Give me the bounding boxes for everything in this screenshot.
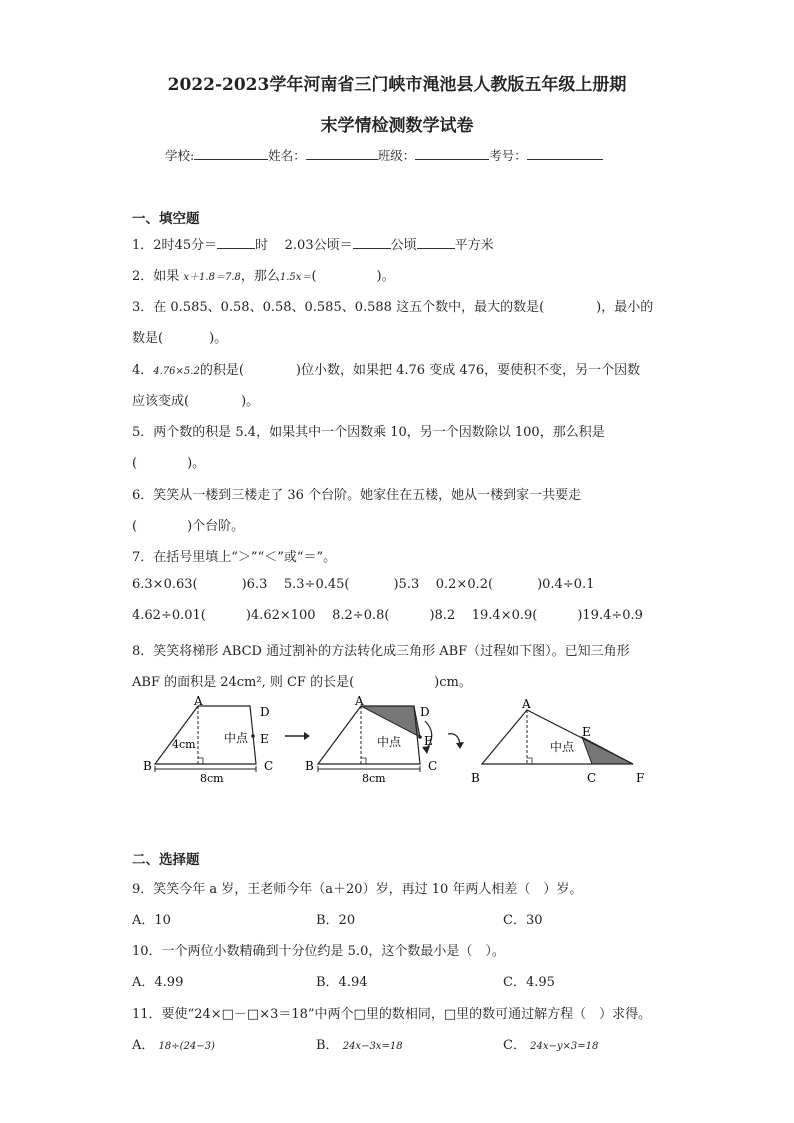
q3-text-a: 3．在 0.585、0.58̇、0.5̇8̇、0.5̇85̇、0.588 这五个数中，最大的数是(	[132, 300, 545, 315]
exam-title-line2: 末学情检测数学试卷	[320, 116, 474, 136]
q2-equation-1: x＋1.8＝7.8	[183, 272, 241, 283]
q1-text-a: 1．2时45分＝	[132, 238, 218, 253]
exam-title-line1: 2022-2023学年河南省三门峡市渑池县人教版五年级上册期	[167, 75, 627, 95]
q7-r1-item1-a: 6.3×0.63(	[132, 577, 198, 592]
q7-text-a: 7．在括号里填上“＞”“＜”或“＝”。	[132, 550, 337, 565]
question-9: 9．笑笑今年 a 岁，王老师今年（a＋20）岁，再过 10 年两人相差（ ）岁。	[132, 882, 583, 897]
q3-text-c: 数是(	[132, 331, 164, 346]
label-A-3: A	[522, 697, 531, 711]
question-6	[132, 484, 581, 503]
question-1	[132, 234, 494, 253]
q4-text-b: )位小数，如果把 4.76 变成 476，要使积不变，另一个因数	[295, 363, 641, 378]
q7-r2-item3-b: )19.4÷0.9	[577, 608, 643, 623]
section-heading-fill-in: 一、填空题	[132, 211, 200, 227]
label-C-1: C	[264, 759, 274, 773]
q1-text-d: 公顷	[390, 238, 417, 253]
q6-paren-open: (	[132, 519, 138, 534]
question-7-row-1	[132, 577, 594, 592]
q6-paren-close: )个台阶。	[187, 519, 245, 534]
question-5	[132, 421, 605, 440]
question-10: 10．一个两位小数精确到十分位约是 5.0，这个数最小是（ ）。	[132, 944, 505, 959]
exam-no-label: 考号：	[489, 148, 527, 163]
q3-text-d: )。	[209, 331, 228, 346]
label-C-3: C	[587, 771, 597, 785]
q7-r2-item2-b: )8.2	[429, 608, 456, 623]
q7-r1-item3-b: )0.4÷0.1	[537, 577, 595, 592]
q7-r2-item1-a: 4.62÷0.01(	[132, 608, 206, 623]
q8-text-a: 8．笑笑将梯形 ABCD 通过割补的方法转化成三角形 ABF（过程如下图）。已知三角形	[132, 644, 630, 659]
q1-text-c: 2.03公顷＝	[284, 238, 353, 253]
school-label: 学校:	[165, 148, 195, 163]
q4-text-d: )。	[241, 394, 260, 409]
q10-option-c[interactable]: C．4.95	[503, 975, 555, 990]
question-6-cont	[132, 515, 244, 534]
question-7	[132, 546, 336, 565]
q11-option-b-expr: 24x−3x=18	[342, 1041, 403, 1052]
label-base-1: 8cm	[200, 772, 224, 785]
q10-option-b[interactable]: B．4.94	[316, 975, 368, 990]
label-E-2: E	[424, 734, 433, 748]
label-midpoint-2: 中点	[377, 735, 402, 749]
question-11: 11．要使“24×□－□×3＝18”中两个□里的数相同，□里的数可通过解方程（ ）求得。	[132, 1007, 652, 1022]
school-blank[interactable]	[194, 147, 268, 160]
label-F-3: F	[636, 771, 645, 785]
q7-r1-item2-b: )5.3	[393, 577, 420, 592]
class-label: 班级：	[377, 148, 416, 163]
question-4: 4．4.76×5.2的积是( )位小数，如果把 4.76 变成 476，要使积不变，另一个因数	[132, 363, 641, 378]
q1-blank-2[interactable]	[353, 236, 391, 249]
arrow-right-icon	[285, 732, 310, 740]
label-D-1: D	[260, 705, 270, 719]
q4-text-c: 应该变成(	[132, 394, 190, 409]
label-midpoint-3: 中点	[550, 740, 575, 754]
q2-text-a: 2．如果	[132, 269, 180, 284]
q3-text-b: )，最小的	[596, 300, 654, 315]
question-8	[132, 640, 630, 659]
q5-paren-close: )。	[187, 456, 206, 471]
q11-option-c-label: C．	[503, 1038, 526, 1053]
q7-r2-item2-a: 8.2÷0.8(	[332, 608, 390, 623]
figure-triangle-ABF	[471, 697, 644, 785]
q1-text-b: 时	[255, 238, 269, 253]
q11-option-b[interactable]	[316, 1034, 403, 1053]
q11-option-a-expr: 18÷(24−3)	[158, 1041, 215, 1052]
label-midpoint-1: 中点	[224, 731, 249, 745]
q7-r1-item2-a: 5.3÷0.45(	[283, 577, 350, 592]
q1-blank-3[interactable]	[417, 236, 455, 249]
section-heading-multiple-choice: 二、选择题	[132, 852, 200, 868]
question-5-cont	[132, 452, 205, 471]
label-E-3: E	[582, 725, 591, 739]
q10-option-a[interactable]: A．4.99	[132, 975, 184, 990]
q7-r2-item1-b: )4.62×100	[245, 608, 316, 623]
q5-paren-open: (	[132, 456, 138, 471]
q2-equation-2: 1.5x＝	[279, 272, 312, 283]
question-8-cont	[132, 671, 472, 690]
figure-trapezoid-shaded	[305, 696, 437, 785]
q11-option-c[interactable]	[503, 1034, 598, 1053]
label-B-3: B	[471, 771, 480, 785]
q11-option-b-label: B．	[316, 1038, 339, 1053]
question-3	[132, 296, 653, 315]
label-base-2: 8cm	[362, 772, 386, 785]
q2-paren-close: )。	[376, 269, 395, 284]
class-blank[interactable]	[415, 147, 489, 160]
student-info-line	[165, 146, 603, 164]
label-A-2: A	[355, 696, 364, 708]
q8-text-b: ABF 的面积是 24cm², 则 CF 的长是(	[132, 675, 355, 690]
name-blank[interactable]	[306, 147, 378, 160]
question-2	[132, 265, 395, 284]
q8-text-c: )cm。	[434, 675, 472, 690]
label-B-1: B	[143, 759, 152, 773]
q7-r1-item1-b: )6.3	[241, 577, 268, 592]
exam-no-blank[interactable]	[527, 147, 603, 160]
question-7-row-2	[132, 608, 643, 623]
arrow-down-right-icon	[448, 734, 464, 749]
q4-expression: 4.76×5.2	[153, 366, 200, 377]
label-C-2: C	[428, 759, 438, 773]
question-4-cont	[132, 390, 259, 409]
q6-text-a: 6．笑笑从一楼到三楼走了 36 个台阶。她家住在五楼，她从一楼到家一共要走	[132, 488, 582, 503]
question-3-cont	[132, 327, 227, 346]
label-height-1: 4cm	[172, 738, 196, 751]
q5-text-a: 5．两个数的积是 5.4，如果其中一个因数乘 10，另一个因数除以 100，那么积是	[132, 425, 605, 440]
q9-option-a[interactable]: A．10	[132, 913, 171, 928]
q11-option-a[interactable]	[132, 1034, 215, 1053]
q7-r2-item3-a: 19.4×0.9(	[471, 608, 538, 623]
q1-blank-1[interactable]	[217, 236, 255, 249]
q11-option-a-label: A．	[132, 1038, 155, 1053]
q1-text-e: 平方米	[454, 238, 494, 253]
q11-option-c-expr: 24x−y×3=18	[530, 1041, 599, 1052]
q4-text-a: 的积是(	[199, 363, 244, 378]
q2-paren-open: (	[311, 269, 317, 284]
label-D-2: D	[420, 705, 430, 719]
figure-trapezoid	[143, 696, 273, 785]
q9-option-c[interactable]: C．30	[503, 913, 543, 928]
q2-text-b: ，那么	[240, 269, 280, 284]
label-B-2: B	[305, 759, 314, 773]
trapezoid-transformation-diagram	[140, 696, 660, 796]
label-A-1: A	[194, 696, 203, 708]
q7-r1-item3-a: 0.2×0.2(	[435, 577, 494, 592]
q9-option-b[interactable]: B．20	[316, 913, 356, 928]
label-E-1: E	[260, 732, 269, 746]
name-label: 姓名：	[268, 148, 306, 163]
